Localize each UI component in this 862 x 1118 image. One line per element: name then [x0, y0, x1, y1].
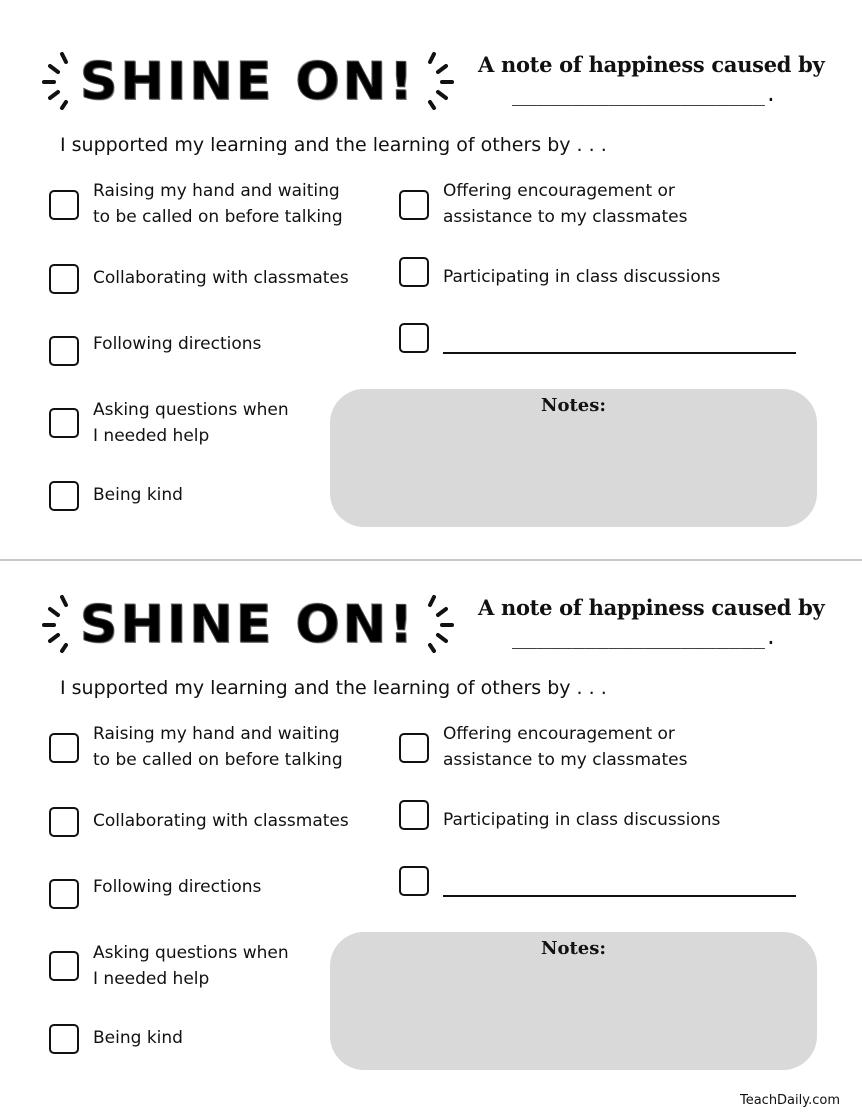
- check-item-raising-hand[interactable]: [49, 721, 343, 773]
- name-blank: _____________________.: [512, 82, 777, 106]
- check-item-collaborating[interactable]: [49, 264, 349, 294]
- check-item-following-directions[interactable]: [49, 879, 261, 909]
- checkbox-icon[interactable]: [49, 807, 79, 837]
- checkbox-icon[interactable]: [49, 408, 79, 438]
- check-item-offering-encouragement[interactable]: [399, 178, 687, 230]
- slip-top: [0, 0, 862, 540]
- check-item-custom[interactable]: [399, 323, 429, 353]
- check-item-asking-questions[interactable]: [49, 397, 289, 449]
- check-item-raising-hand[interactable]: [49, 178, 343, 230]
- check-item-custom[interactable]: [399, 866, 429, 896]
- note-of-happiness-heading: A note of happiness caused by: [478, 52, 825, 77]
- check-item-collaborating[interactable]: [49, 807, 349, 837]
- title-shine-on: SHINE ON!: [80, 52, 416, 112]
- check-item-participating[interactable]: [399, 257, 720, 290]
- sparkle-burst-icon: [40, 589, 74, 657]
- sparkle-burst-icon: [422, 46, 456, 114]
- notes-area[interactable]: [330, 389, 817, 527]
- checkbox-icon[interactable]: [49, 1024, 79, 1054]
- checkbox-icon[interactable]: [49, 190, 79, 220]
- check-label: Being kind: [93, 1028, 183, 1048]
- check-label: Following directions: [93, 877, 262, 897]
- notes-area[interactable]: [330, 932, 817, 1070]
- checkbox-icon[interactable]: [49, 481, 79, 511]
- footer-credit: TeachDaily.com: [739, 1093, 840, 1108]
- prompt-text: I supported my learning and the learning of others by . . .: [60, 677, 607, 699]
- checkbox-icon[interactable]: [399, 190, 429, 220]
- check-label: Offering encouragement or assistance to my classmates: [443, 724, 688, 770]
- checkbox-icon[interactable]: [49, 733, 79, 763]
- checkbox-icon[interactable]: [49, 336, 79, 366]
- sparkle-burst-icon: [422, 589, 456, 657]
- check-label: Following directions: [93, 334, 262, 354]
- check-item-participating[interactable]: [399, 800, 720, 833]
- title-block: [40, 589, 460, 661]
- check-item-being-kind[interactable]: [49, 481, 183, 511]
- check-label: Participating in class discussions: [443, 267, 721, 287]
- check-item-offering-encouragement[interactable]: [399, 721, 687, 773]
- prompt-text: I supported my learning and the learning of others by . . .: [60, 134, 607, 156]
- custom-write-in-line[interactable]: [443, 895, 796, 897]
- checkbox-icon[interactable]: [49, 951, 79, 981]
- sparkle-burst-icon: [40, 46, 74, 114]
- check-label: Offering encouragement or assistance to my classmates: [443, 181, 688, 227]
- custom-write-in-line[interactable]: [443, 352, 796, 354]
- check-item-following-directions[interactable]: [49, 336, 261, 366]
- check-label: Raising my hand and waiting to be called on before talking: [93, 181, 343, 227]
- checkbox-icon[interactable]: [399, 733, 429, 763]
- checkbox-icon[interactable]: [399, 866, 429, 896]
- check-label: Collaborating with classmates: [93, 268, 349, 288]
- check-label: Collaborating with classmates: [93, 811, 349, 831]
- check-label: Asking questions when I needed help: [93, 400, 289, 446]
- notes-label: Notes:: [540, 395, 606, 416]
- checkbox-icon[interactable]: [399, 800, 429, 830]
- check-item-being-kind[interactable]: [49, 1024, 183, 1054]
- slip-bottom: [0, 543, 862, 1083]
- title-shine-on: SHINE ON!: [80, 595, 416, 655]
- check-label: Asking questions when I needed help: [93, 943, 289, 989]
- name-blank: _____________________.: [512, 625, 777, 649]
- checkbox-icon[interactable]: [49, 879, 79, 909]
- checkbox-icon[interactable]: [399, 257, 429, 287]
- title-block: [40, 46, 460, 118]
- check-item-asking-questions[interactable]: [49, 940, 289, 992]
- notes-label: Notes:: [540, 938, 606, 959]
- check-label: Being kind: [93, 485, 183, 505]
- checkbox-icon[interactable]: [399, 323, 429, 353]
- note-of-happiness-heading: A note of happiness caused by: [478, 595, 825, 620]
- checkbox-icon[interactable]: [49, 264, 79, 294]
- check-label: Participating in class discussions: [443, 810, 721, 830]
- check-label: Raising my hand and waiting to be called on before talking: [93, 724, 343, 770]
